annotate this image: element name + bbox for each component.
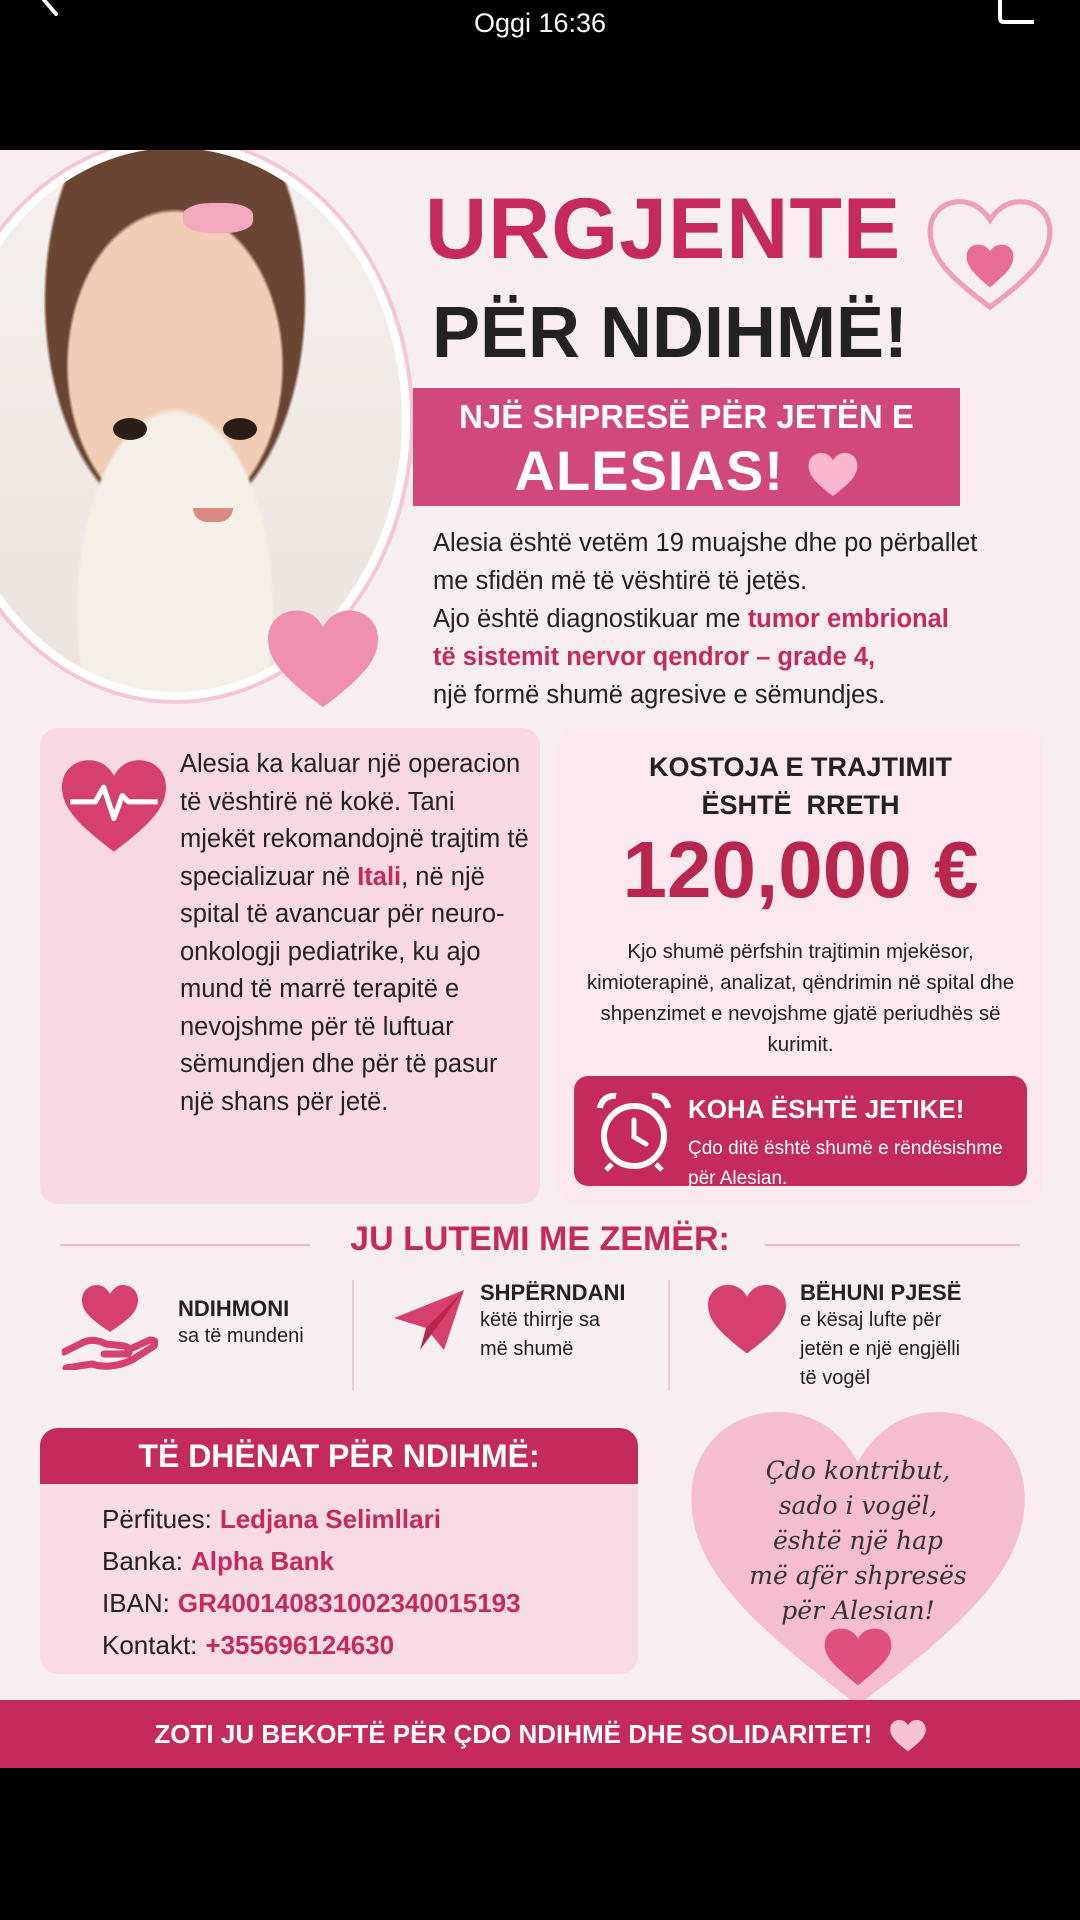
- headline-urgent: URGJENTE: [425, 181, 902, 277]
- plea-heading: JU LUTEMI ME ZEMËR:: [350, 1220, 730, 1258]
- bank-row: [102, 1546, 334, 1577]
- story-card: [40, 728, 540, 1204]
- intro-line: Alesia është vetëm 19 muajshe dhe po përballet: [433, 529, 978, 557]
- divider: [352, 1280, 354, 1390]
- action-title: BËHUNI PJESË: [800, 1280, 962, 1305]
- banner-line-1: NJË SHPRESË PËR JETËN E: [459, 398, 914, 435]
- eye-left: [113, 418, 147, 440]
- footer-blessing: [0, 1700, 1080, 1768]
- contact-value: +355696124630: [205, 1630, 395, 1660]
- intro-line: [433, 600, 1053, 638]
- cost-title: [558, 748, 1043, 824]
- donation-header: TË DHËNAT PËR NDIHMË:: [40, 1428, 638, 1484]
- action-text: sa të mundeni: [178, 1325, 304, 1347]
- action-text: jetën e një engjëlli: [800, 1338, 961, 1360]
- cost-amount: 120,000 €: [622, 825, 979, 914]
- viewer-top-bar: [0, 0, 1080, 150]
- helping-hand-heart-icon: [62, 1280, 158, 1370]
- story-part: Alesia ka kaluar një operacion të vështirë në kokë. Tani mjekët rekomandojnë trajtim të specializuar në: [180, 750, 529, 891]
- story-part: , në një spital të avancuar për neuro-onkologji pediatrike, ku ajo mund të marrë terapitë e nevojshme për të luftuar sëmundjen dhe për të pasur një shans për jetë.: [180, 862, 505, 1116]
- headline-help: PËR NDIHMË!: [432, 293, 909, 373]
- heart-message-line: më afër shpresës: [749, 1561, 967, 1590]
- action-title: SHPËRNDANI: [480, 1280, 626, 1305]
- status-time: Oggi 16:36: [473, 8, 607, 38]
- heart-message-line: për Alesian!: [781, 1596, 935, 1625]
- field-label: IBAN:: [102, 1588, 170, 1618]
- cost-title-line: KOSTOJA E TRAJTIMIT: [648, 752, 953, 782]
- heart-icon: [890, 1720, 926, 1752]
- hair-bow: [183, 203, 253, 233]
- hope-banner: [413, 388, 960, 506]
- banner-name: ALESIAS!: [514, 439, 784, 502]
- urgency-box: [574, 1076, 1027, 1189]
- contact-row: [102, 1630, 394, 1661]
- alarm-clock-icon: [594, 1090, 674, 1172]
- beneficiary-row: [102, 1504, 441, 1535]
- action-share: [480, 1280, 625, 1364]
- outline-heart-icon: [925, 195, 1055, 315]
- heart-icon: [708, 1284, 786, 1356]
- iban-value: GR4001408310023400151​93: [177, 1588, 521, 1618]
- country-highlight: Itali: [357, 862, 402, 891]
- eye-right: [223, 418, 257, 440]
- urgency-title: KOHA ËSHTË JETIKE!: [688, 1094, 965, 1124]
- cost-title-line: ËSHTË RRETH: [701, 790, 900, 820]
- field-label: Banka:: [102, 1546, 183, 1576]
- urgency-text: Çdo ditë është shumë e rëndësishme për Alesian.: [688, 1138, 1003, 1189]
- action-join: [800, 1280, 961, 1393]
- divider: [668, 1280, 670, 1390]
- heart-message-line: është një hap: [772, 1526, 944, 1555]
- intro-line: një formë shumë agresive e sëmundjes.: [433, 681, 886, 709]
- footer-text: ZOTI JU BEKOFTË PËR ÇDO NDIHMË DHE SOLIDARITET!: [154, 1719, 873, 1749]
- intro-text-part: Ajo është diagnostikuar me: [433, 605, 741, 633]
- heart-message-line: sado i vogël,: [778, 1491, 938, 1520]
- action-text: të vogël: [800, 1367, 871, 1389]
- viewer-bottom-bar: [0, 1768, 1080, 1920]
- field-label: Kontakt:: [102, 1630, 198, 1660]
- action-help: [178, 1296, 304, 1351]
- banner-line-2: [413, 438, 960, 503]
- action-text: e kësaj lufte për: [800, 1309, 942, 1331]
- diagnosis-highlight: tumor embrional: [747, 605, 949, 633]
- diagnosis-highlight: të sistemit nervor qendror – grade 4,: [433, 643, 876, 671]
- share-icon[interactable]: [994, 0, 1042, 26]
- mouth: [193, 508, 233, 522]
- heart-message-line: Çdo kontribut,: [765, 1456, 951, 1485]
- story-text: [180, 746, 530, 1121]
- heart-message: [740, 1453, 976, 1628]
- heartbeat-icon: [62, 760, 166, 854]
- action-title: NDIHMONI: [178, 1296, 290, 1321]
- beneficiary-value: Ledjana Selimllari: [219, 1504, 441, 1534]
- intro-text: [433, 524, 1053, 714]
- bank-value: Alpha Bank: [190, 1546, 334, 1576]
- heart-icon: [268, 610, 378, 710]
- heart-icon: [808, 453, 858, 497]
- field-label: Përfitues:: [102, 1504, 212, 1534]
- action-text: më shumë: [480, 1338, 574, 1360]
- donation-info-card: [40, 1428, 638, 1674]
- cost-description: Kjo shumë përfshin trajtimin mjekësor, kimioterapinë, analizat, qëndrimin në spital dhe shpenzimet e nevojshme gjatë periudhës së kurimit.: [586, 940, 1015, 1056]
- intro-line: me sfidën më të vështirë të jetës.: [433, 567, 808, 595]
- fundraiser-poster: [0, 150, 1080, 1768]
- iban-row: [102, 1588, 521, 1619]
- action-text: këtë thirrje sa: [480, 1309, 601, 1331]
- cost-card: [558, 728, 1043, 1204]
- paper-plane-icon: [392, 1288, 466, 1354]
